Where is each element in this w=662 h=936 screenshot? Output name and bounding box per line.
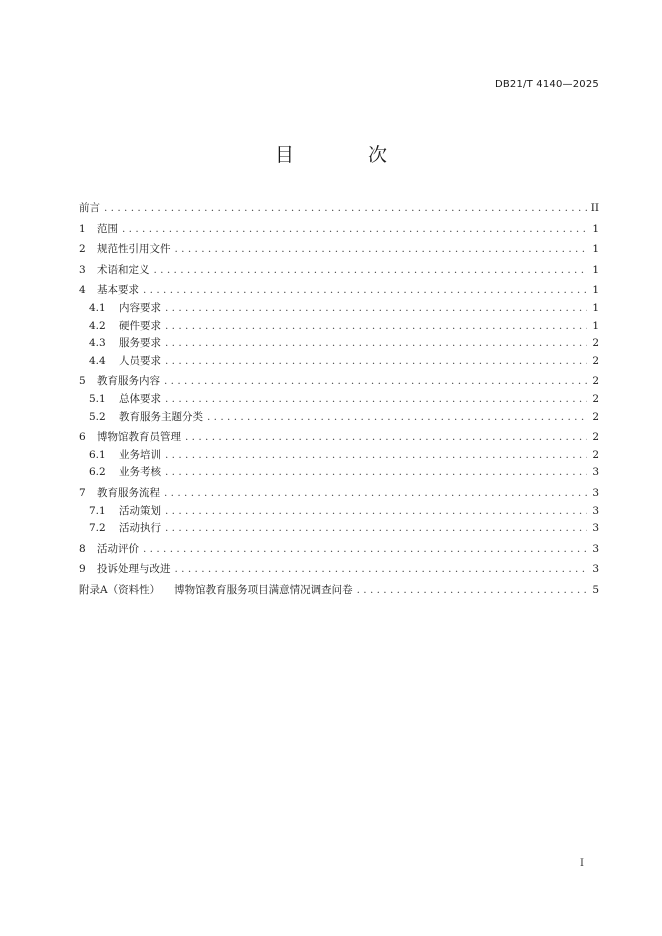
dot-leader xyxy=(164,373,587,391)
dot-leader xyxy=(175,241,588,259)
toc-entry-label: 人员要求 xyxy=(119,354,161,367)
toc-entry-label: 业务培训 xyxy=(119,448,161,461)
toc-entry-label: 术语和定义 xyxy=(97,263,150,276)
toc-entry-4-1[interactable] xyxy=(79,300,599,318)
dot-leader xyxy=(104,200,587,218)
dot-leader xyxy=(175,561,588,579)
toc-entry-number: 7.2 xyxy=(89,522,106,535)
toc-entry-label: 教育服务流程 xyxy=(97,486,160,499)
toc-entry-page: 2 xyxy=(592,337,599,350)
toc-entry-6[interactable] xyxy=(79,429,599,447)
dot-leader xyxy=(357,582,587,600)
toc-entry-number: 2 xyxy=(79,243,86,256)
toc-entry-page: 1 xyxy=(592,263,599,276)
toc-entry-4-4[interactable] xyxy=(79,353,599,371)
toc-entry-number: 5.1 xyxy=(89,392,106,405)
toc-entry-number: 6.1 xyxy=(89,448,106,461)
toc-entry-number: 4.1 xyxy=(89,301,106,314)
toc-entry-page: 1 xyxy=(592,222,599,235)
toc-entry-2[interactable] xyxy=(79,241,599,259)
toc-entry-label: 内容要求 xyxy=(119,301,161,314)
toc-entry-label: 博物馆教育服务项目满意情况调查问卷 xyxy=(174,583,353,596)
toc-entry-number: 7.1 xyxy=(89,504,106,517)
toc-entry-page: 2 xyxy=(592,392,599,405)
dot-leader xyxy=(207,409,587,427)
toc-entry-page: 2 xyxy=(592,448,599,461)
toc-entry-number: 5 xyxy=(79,375,86,388)
toc-entry-label: 教育服务内容 xyxy=(97,375,160,388)
toc-entry-8[interactable] xyxy=(79,541,599,559)
toc-entry-6-1[interactable] xyxy=(79,447,599,465)
dot-leader xyxy=(165,464,587,482)
toc-entry-number: 9 xyxy=(79,563,86,576)
toc-entry-page: 3 xyxy=(592,466,599,479)
toc-entry-label: 前言 xyxy=(79,202,100,214)
toc-entry-label: 业务考核 xyxy=(119,466,161,479)
dot-leader xyxy=(165,520,587,538)
dot-leader xyxy=(165,391,587,409)
toc-entry-9[interactable] xyxy=(79,561,599,579)
toc-entry-number: 6 xyxy=(79,431,86,444)
toc-entry-5[interactable] xyxy=(79,373,599,391)
toc-entry-page: 2 xyxy=(592,431,599,444)
toc-entry-number: 8 xyxy=(79,542,86,555)
dot-leader xyxy=(165,335,587,353)
toc-entry-4[interactable] xyxy=(79,282,599,300)
toc-entry-7-1[interactable] xyxy=(79,503,599,521)
dot-leader xyxy=(165,503,587,521)
toc-entry-page: 5 xyxy=(592,583,599,596)
page-title: 目 次 xyxy=(274,144,422,166)
toc-entry-label: 规范性引用文件 xyxy=(97,243,171,256)
toc-entry-5-1[interactable] xyxy=(79,391,599,409)
toc-entry-page: 1 xyxy=(592,243,599,256)
dot-leader xyxy=(165,300,587,318)
toc-entry-label: 博物馆教育员管理 xyxy=(97,431,181,444)
toc-entry-6-2[interactable] xyxy=(79,464,599,482)
toc-entry-5-2[interactable] xyxy=(79,409,599,427)
toc-entry-number: 4 xyxy=(79,284,86,297)
toc-entry-label: 教育服务主题分类 xyxy=(119,410,203,423)
toc-entry-label: 基本要求 xyxy=(97,284,139,297)
toc-entry-number: 附录A（资料性） xyxy=(79,583,161,596)
toc-entry-7-2[interactable] xyxy=(79,520,599,538)
toc-entry-label: 服务要求 xyxy=(119,337,161,350)
dot-leader xyxy=(165,447,587,465)
dot-leader xyxy=(165,353,587,371)
toc-entry-page: 2 xyxy=(592,354,599,367)
toc-entry-number: 3 xyxy=(79,263,86,276)
toc-entry-page: 1 xyxy=(592,319,599,332)
toc-entry-label: 投诉处理与改进 xyxy=(97,563,171,576)
toc-entry-number: 6.2 xyxy=(89,466,106,479)
toc-entry-4-3[interactable] xyxy=(79,335,599,353)
toc-entry-page: 2 xyxy=(592,375,599,388)
document-code: DB21/T 4140—2025 xyxy=(494,79,599,90)
toc-entry-3[interactable] xyxy=(79,262,599,280)
toc-entry-page: 3 xyxy=(592,522,599,535)
toc-entry-label: 活动执行 xyxy=(119,522,161,535)
toc-entry-number: 4.2 xyxy=(89,319,106,332)
toc-entry-label: 硬件要求 xyxy=(119,319,161,332)
toc-entry-number: 5.2 xyxy=(89,410,106,423)
toc-entry-1[interactable] xyxy=(79,221,599,239)
page-number: I xyxy=(580,858,584,869)
toc-entry-page: 2 xyxy=(592,410,599,423)
dot-leader xyxy=(143,282,587,300)
dot-leader xyxy=(154,262,588,280)
toc-entry-label: 活动策划 xyxy=(119,504,161,517)
toc-entry-foreword[interactable] xyxy=(79,200,599,218)
toc-entry-page: 3 xyxy=(592,486,599,499)
toc-entry-number: 4.3 xyxy=(89,337,106,350)
toc-entry-page: 1 xyxy=(592,301,599,314)
dot-leader xyxy=(165,318,587,336)
toc-entry-label: 总体要求 xyxy=(119,392,161,405)
toc-entry-appendix-a[interactable] xyxy=(79,582,599,600)
toc-entry-page: 3 xyxy=(592,542,599,555)
toc-entry-label: 范围 xyxy=(97,222,118,235)
dot-leader xyxy=(122,221,587,239)
dot-leader xyxy=(185,429,587,447)
toc-entry-page: 1 xyxy=(592,284,599,297)
toc-entry-number: 1 xyxy=(79,222,86,235)
dot-leader xyxy=(143,541,587,559)
toc-entry-4-2[interactable] xyxy=(79,318,599,336)
toc-entry-page: II xyxy=(590,202,599,214)
toc-entry-7[interactable] xyxy=(79,485,599,503)
toc-entry-number: 4.4 xyxy=(89,354,106,367)
table-of-contents xyxy=(79,200,599,599)
dot-leader xyxy=(164,485,587,503)
toc-entry-page: 3 xyxy=(592,504,599,517)
toc-entry-page: 3 xyxy=(592,563,599,576)
toc-entry-number: 7 xyxy=(79,486,86,499)
toc-entry-label: 活动评价 xyxy=(97,542,139,555)
